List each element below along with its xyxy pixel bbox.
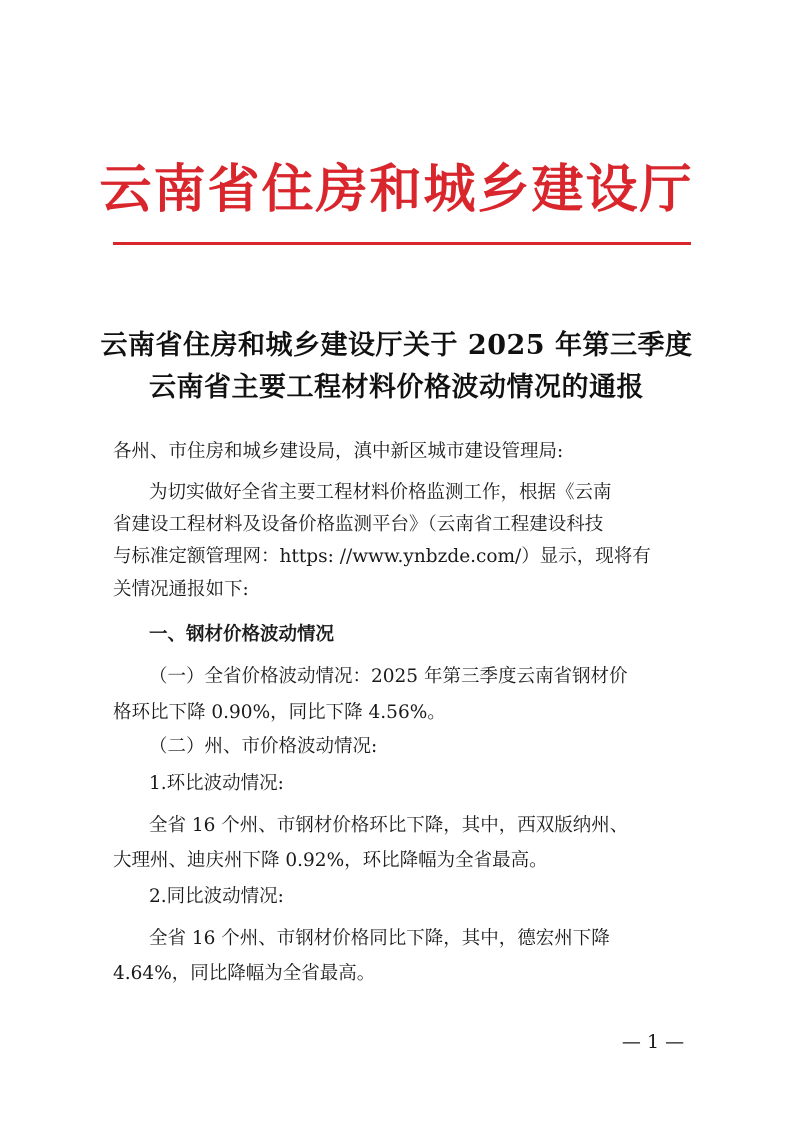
- intro-line-4: 关情况通报如下:: [113, 579, 249, 600]
- subsection-1-line-2: 格环比下降 0.90%，同比下降 4.56%。: [113, 702, 446, 723]
- section-1-heading: 一、钢材价格波动情况: [149, 624, 335, 645]
- page-number: — 1 —: [621, 1031, 685, 1053]
- intro-line-2: 省建设工程材料及设备价格监测平台》（云南省工程建设科技: [113, 514, 604, 535]
- intro-line-1: 为切实做好全省主要工程材料价格监测工作，根据《云南: [149, 482, 612, 503]
- item-1-heading: 1.环比波动情况:: [149, 773, 284, 794]
- subsection-1-line-1: （一）全省价格波动情况：2025 年第三季度云南省钢材价: [149, 666, 628, 687]
- item-1-line-2: 大理州、迪庆州下降 0.92%，环比降幅为全省最高。: [113, 850, 548, 871]
- document-title-line-1: 云南省住房和城乡建设厅关于 2025 年第三季度: [100, 330, 693, 361]
- agency-header-title: 云南省住房和城乡建设厅: [99, 159, 694, 220]
- addressee-line: 各州、市住房和城乡建设局，滇中新区城市建设管理局:: [113, 441, 564, 462]
- item-2-line-1: 全省 16 个州、市钢材价格同比下降，其中，德宏州下降: [149, 928, 610, 949]
- intro-line-3: 与标准定额管理网：https: //www.ynbzde.com/）显示，现将有: [113, 546, 651, 567]
- item-2-line-2: 4.64%，同比降幅为全省最高。: [113, 963, 376, 984]
- document-title-line-2: 云南省主要工程材料价格波动情况的通报: [149, 372, 644, 403]
- item-1-line-1: 全省 16 个州、市钢材价格环比下降，其中，西双版纳州、: [149, 815, 629, 836]
- header-red-rule: [113, 242, 691, 245]
- subsection-2-heading: （二）州、市价格波动情况:: [149, 736, 378, 757]
- item-2-heading: 2.同比波动情况:: [149, 886, 284, 907]
